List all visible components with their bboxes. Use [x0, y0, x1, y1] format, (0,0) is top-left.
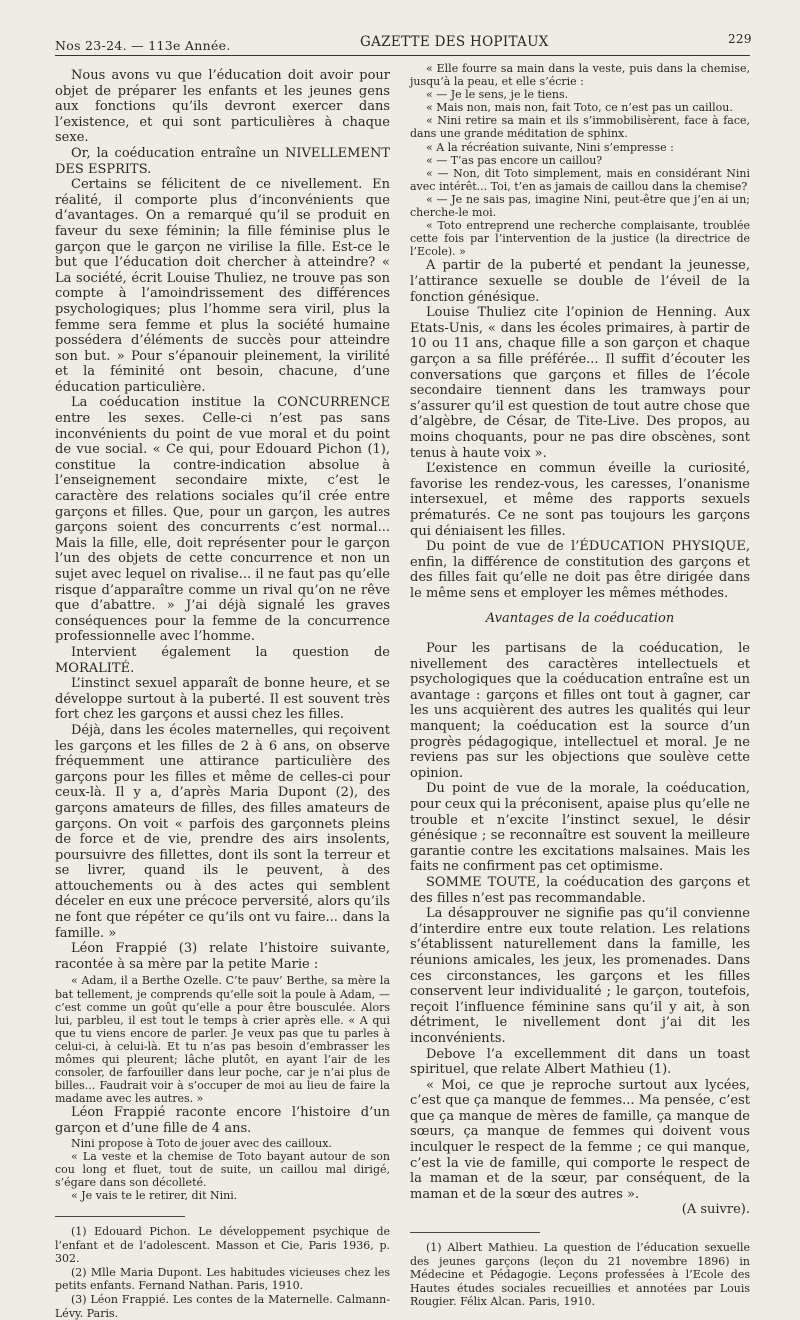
footnote: (1) Albert Mathieu. La question de l’éducation sexuelle des jeunes garçons (leçon du 21 novembre 1896) in Médecine et Pédagogie. Leçons professées à l’Ecole des Hautes études sociales recueillies et annotées par Louis Rougier. Félix Alcan. Paris, 1910.: [410, 1241, 750, 1309]
paragraph: « Moi, ce que je reproche surtout aux lycées, c’est que ça manque de femmes... Ma pensée, c’est que ça manque de mères de famille, ça manque de sœurs, ça manque de femmes qui doivent vous inculquer le respect de la femme ; ce qui manque, c’est la vie de famille, qui comporte le respect de la maman et de la sœur, par conséquent, de la maman et de la sœur des autres ».: [410, 1077, 750, 1202]
paragraph: Debove l’a excellemment dit dans un toast spirituel, que relate Albert Mathieu (1).: [410, 1046, 750, 1078]
paragraph: La coéducation institue la CONCURRENCE entre les sexes. Celle-ci n’est pas sans inconvénients du point de vue moral et du point de vue social. « Ce qui, pour Edouard Pichon (1), constitue la contre-indication absolue à l’enseignement secondaire mixte, c’est le caractère des relations sociales qu’il crée entre garçons et filles. Que, pour un garçon, les autres garçons soient des concurrents c’est normal... Mais la fille, elle, doit représenter pour le garçon l’un des objets de cette concurrence et non un sujet avec lequel on rivalise... il ne faut pas qu’elle risque d’apparaître comme un rival qu’on ne rêve que d’abattre. » J’ai déjà signalé les graves conséquences pour la femme de la concurrence professionnelle avec l’homme.: [55, 395, 390, 645]
to-be-continued: (A suivre).: [681, 1202, 750, 1218]
paragraph: A partir de la puberté et pendant la jeunesse, l’attirance sexuelle se double de l’éveil de la fonction génésique.: [410, 258, 750, 305]
header-rule: [55, 55, 750, 56]
paragraph: Léon Frappié (3) relate l’histoire suivante, racontée à sa mère par la petite Marie :: [55, 941, 390, 972]
quotation: Nini propose à Toto de jouer avec des cailloux.: [71, 1136, 332, 1150]
paragraph: L’existence en commun éveille la curiosité, favorise les rendez-vous, les caresses, l’onanisme intersexuel, et même des rapports sexuels prématurés. Ce ne sont pas toujours les garçons qui déniaisent les filles.: [410, 461, 750, 539]
page-header: [55, 32, 755, 54]
quotation: « — Je ne sais pas, imagine Nini, peut-être que j’en ai un; cherche-le moi.: [410, 192, 750, 220]
quotation: « La veste et la chemise de Toto bayant autour de son cou long et fluet, tout de suite, un caillou mal dirigé, s’égare dans son décolleté.: [55, 1149, 390, 1189]
paragraph: Certains se félicitent de ce nivellement. En réalité, il comporte plus d’inconvénients que d’avantages. On a remarqué qu’il se produit en faveur du sexe féminin; la fille féminise plus le garçon que le garçon ne virilise la fille. Est-ce le but que l’éducation doit chercher à atteindre? « La société, écrit Louise Thuliez, ne trouve pas son compte à l’amoindrissement des différences psychologiques; plus l’homme sera viril, plus la femme sera femme et plus la société humaine possédera d’éléments de succès pour atteindre son but. » Pour s’épanouir pleinement, la virilité et la féminité ont besoin, chacune, d’une éducation particulière.: [55, 177, 390, 395]
quotation: « Mais non, mais non, fait Toto, ce n’est pas un caillou.: [426, 101, 733, 115]
left-column: [55, 68, 390, 1320]
quotation: « Elle fourre sa main dans la veste, puis dans la chemise, jusqu’à la peau, et elle s’écrie :: [410, 62, 750, 89]
paragraph: Louise Thuliez cite l’opinion de Henning. Aux Etats-Unis, « dans les écoles primaires, à partir de 10 ou 11 ans, chaque fille a son garçon et chaque garçon a sa fille préférée... Il suffit d’écouter les conversations que garçons et filles de l’école secondaire tiennent dans les tramways pour s’assurer qu’il est question de tout autre chose que d’algèbre, de César, de Tite-Live. Des propos, au moins choquants, pour ne pas dire obscènes, sont tenus à haute voix ».: [410, 305, 750, 461]
paragraph: Léon Frappié raconte encore l’histoire d’un garçon et d’une fille de 4 ans.: [55, 1105, 390, 1136]
footnote: (2) Mlle Maria Dupont. Les habitudes vicieuses chez les petits enfants. Fernand Nathan. Paris, 1910.: [55, 1265, 390, 1293]
section-heading: Avantages de la coéducation: [485, 611, 675, 627]
footnote: (1) Edouard Pichon. Le développement psychique de l’enfant et de l’adolescent. Masson et Cie, Paris 1936, p. 302.: [55, 1225, 390, 1266]
quotation: « Toto entreprend une recherche complaisante, troublée cette fois par l’intervention de la justice (la directrice de l’Ecole). »: [410, 219, 750, 259]
quotation: « — Non, dit Toto simplement, mais en considérant Nini avec intérêt... Toi, t’en as jamais de caillou dans la chemise?: [410, 166, 750, 193]
paragraph: Intervient également la question de MORALITÉ.: [55, 644, 390, 676]
quotation: « — T’as pas encore un caillou?: [426, 153, 603, 167]
issue-number: Nos 23-24. — 113e Année.: [55, 38, 231, 53]
footnote: (3) Léon Frappié. Les contes de la Maternelle. Calmann-Lévy. Paris.: [55, 1293, 390, 1320]
journal-title: GAZETTE DES HOPITAUX: [360, 34, 549, 50]
paragraph: Pour les partisans de la coéducation, le nivellement des caractères intellectuels et psychologiques que la coéducation entraîne est un avantage : garçons et filles ont tout à gagner, car les uns acquièrent des autres les qualités qui leur manquent; la coéducation est la source d’un progrès pédagogique, intellectuel et moral. Je ne reviens pas sur les objections que soulève cette opinion.: [410, 641, 750, 781]
quotation: « A la récréation suivante, Nini s’empresse :: [426, 140, 674, 154]
paragraph: SOMME TOUTE, la coéducation des garçons et des filles n’est pas recommandable.: [410, 874, 750, 906]
quotation: « Adam, il a Berthe Ozelle. C’te pauv’ Berthe, sa mère la bat tellement, je comprends qu’elle soit la poule à Adam, — c’est comme un goût qu’elle a pour être bousculée. Alors lui, parbleu, il est tout le temps à crier après elle. « A qui que tu viens encore de parler. Je veux pas que tu parles à celui-ci, à celui-là. Et tu n’as pas besoin d’embrasser les mômes qui pleurent; lâche plutôt, en ayant l’air de les consoler, de farfouiller dans leur poche, car je n’ai plus de billes... Faudrait voir à s’occuper de moi au lieu de faire la madame avec les autres. »: [55, 974, 390, 1106]
paragraph: Du point de vue de l’ÉDUCATION PHYSIQUE, enfin, la différence de constitution des garçons et des filles fait qu’elle ne doit pas être dirigée dans le même sens et employer les mêmes méthodes.: [410, 539, 750, 601]
quotation: « Je vais te le retirer, dit Nini.: [71, 1188, 238, 1202]
paragraph: Or, la coéducation entraîne un NIVELLEMENT DES ESPRITS.: [55, 145, 390, 177]
paragraph: Du point de vue de la morale, la coéducation, pour ceux qui la préconisent, apaise plus qu’elle ne trouble et n’excite l’instinct sexuel, le désir génésique ; se reconnaître est souvent la meilleure garantie contre les excitations malsaines. Mais les faits ne confirment pas cet optimisme.: [410, 781, 750, 875]
paragraph: Nous avons vu que l’éducation doit avoir pour objet de préparer les enfants et les jeunes gens aux fonctions qu’ils devront exercer dans l’existence, et qui sont particulières à chaque sexe.: [55, 68, 390, 146]
footnote-rule: [410, 1232, 540, 1233]
footnote-rule: [55, 1216, 185, 1217]
paragraph: L’instinct sexuel apparaît de bonne heure, et se développe surtout à la puberté. Il est souvent très fort chez les garçons et aussi chez les filles.: [55, 676, 390, 723]
paragraph: La désapprouver ne signifie pas qu’il convienne d’interdire entre eux toute relation. Les relations s’établissent naturellement dans la famille, les réunions amicales, les jeux, les promenades. Dans ces circonstances, les garçons et les filles conservent leur individualité ; le garçon, toutefois, reçoit l’influence féminine sans qu’il y ait, à son détriment, le nivellement dont j’ai dit les inconvénients.: [410, 906, 750, 1046]
page-number: 229: [728, 32, 752, 46]
quotation: « Nini retire sa main et ils s’immobilisèrent, face à face, dans une grande méditation de sphinx.: [410, 114, 750, 141]
paragraph: Déjà, dans les écoles maternelles, qui reçoivent les garçons et les filles de 2 à 6 ans, on observe fréquemment une attirance particulière des garçons pour les filles et même de celles-ci pour ceux-là. Il y a, d’après Maria Dupont (2), des garçons amateurs de filles, des filles amateurs de garçons. On voit « parfois des garçonnets pleins de force et de vie, prendre des airs insolents, poursuivre des fillettes, dont ils sont la terreur et se livrer, quand ils le peuvent, à des attouchements ou à des actes qui semblent déceler en eux une précoce perversité, alors qu’ils ne font que répéter ce qu’ils ont vu faire... dans la famille. »: [55, 722, 390, 941]
quotation: « — Je le sens, je le tiens.: [426, 88, 569, 102]
right-column: [410, 62, 750, 1309]
